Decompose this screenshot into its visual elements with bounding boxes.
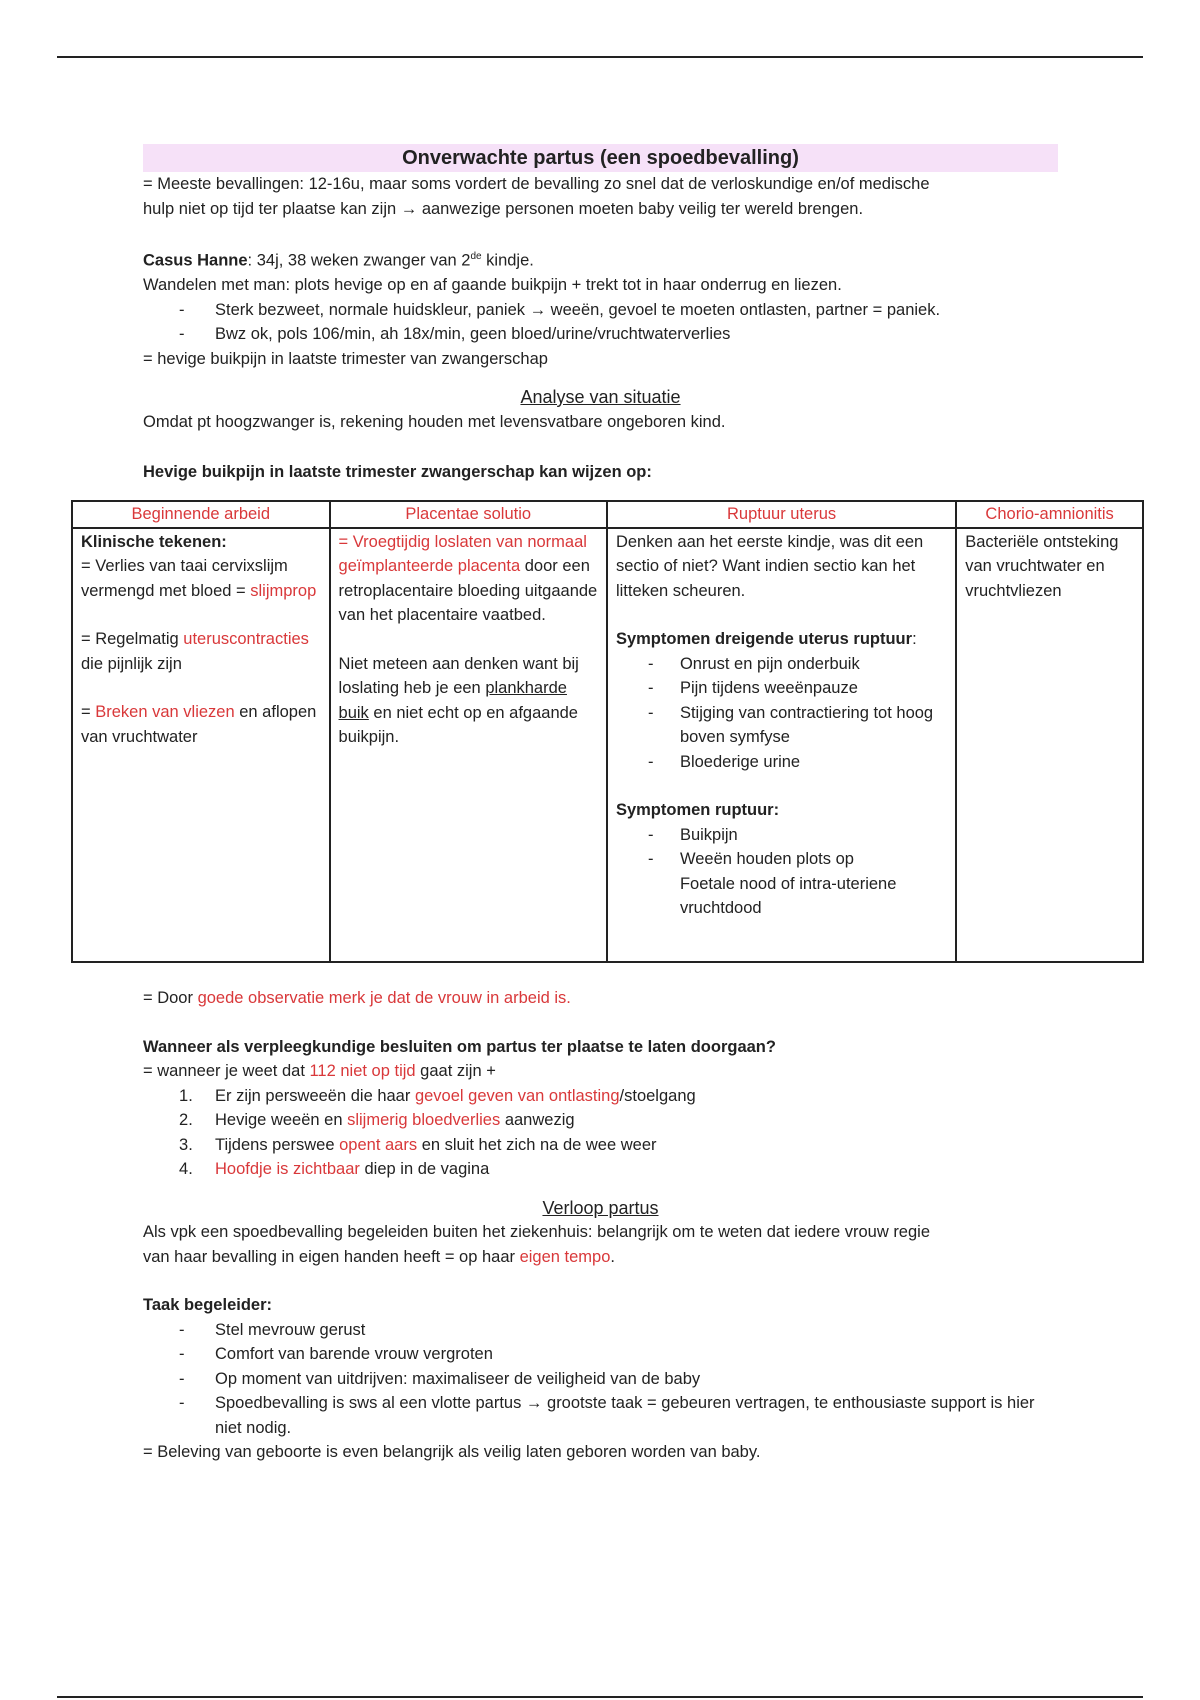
verloop-line-1: Als vpk een spoedbevalling begeleiden buiten het ziekenhuis: belangrijk om te weten dat iedere vrouw regie <box>143 1223 931 1241</box>
cell-paragraph <box>81 554 321 603</box>
page-body <box>143 144 1058 485</box>
table-header: Beginnende arbeid <box>72 501 330 528</box>
table-header: Ruptuur uterus <box>607 501 956 528</box>
table-row <box>72 528 1143 962</box>
intro-line-1: = Meeste bevallingen: 12-16u, maar soms vordert de bevalling zo snel dat de verloskundige en/of medische <box>143 175 930 193</box>
verloop-line-2 <box>143 1245 1058 1270</box>
cell-text-underlined: plankharde buik <box>338 679 567 722</box>
table-header: Chorio-amnionitis <box>956 501 1143 528</box>
cell-beginnende-arbeid <box>72 528 330 962</box>
cell-text: = <box>81 703 96 721</box>
casus-label: Casus Hanne <box>143 251 248 270</box>
cell-text-red: Breken van vliezen <box>95 703 235 721</box>
page-title: Onverwachte partus (een spoedbevalling) <box>143 144 1058 172</box>
list-item: - Comfort van barende vrouw vergroten <box>215 1342 1058 1367</box>
causes-table <box>71 500 1144 963</box>
intro-line-2: hulp niet op tijd ter plaatse kan zijn → aanwezige personen moeten baby veilig ter wereld brengen. <box>143 199 864 218</box>
list-item: - Weeën houden plots op <box>680 847 947 872</box>
wanneer-text: = wanneer je weet dat <box>143 1062 310 1080</box>
verloop-text-red: eigen tempo <box>519 1247 611 1266</box>
list-item: - Buikpijn <box>680 823 947 848</box>
cell-chorio-amnionitis <box>956 528 1143 962</box>
list-item: - Pijn tijdens weeënpauze <box>680 676 947 701</box>
observatie-text: = Door <box>143 989 198 1007</box>
casus-line <box>143 245 1058 273</box>
table-intro: Hevige buikpijn in laatste trimester zwangerschap kan wijzen op: <box>143 463 652 481</box>
cell-paragraph <box>81 700 321 749</box>
table-header: Placentae solutio <box>330 501 607 528</box>
wanneer-list <box>143 1084 1058 1182</box>
klinische-tekenen-heading: Klinische tekenen: <box>81 532 227 551</box>
analyse-text: Omdat pt hoogzwanger is, rekening houden met levensvatbare ongeboren kind. <box>143 412 726 431</box>
list-item: - Stel mevrouw gerust <box>215 1318 1058 1343</box>
cell-text: = Regelmatig <box>81 630 184 648</box>
casus-text: : 34j, 38 weken zwanger van 2 <box>247 251 471 270</box>
wanneer-line <box>143 1059 1058 1084</box>
ruptuur-heading: Symptomen ruptuur: <box>615 801 780 819</box>
cell-text: door een retroplacentaire bloeding uitgaande van het placentaire vaatbed. <box>338 557 598 624</box>
wanneer-text-red: 112 niet op tijd <box>309 1062 416 1080</box>
cell-text: en niet echt op en afgaande buikpijn. <box>338 703 578 746</box>
verloop-heading: Verloop partus <box>542 1197 659 1218</box>
cell-text: Niet meteen aan denken want bij loslating heb je een <box>338 654 579 697</box>
wanneer-heading: Wanneer als verpleegkundige besluiten om partus ter plaatse te laten doorgaan? <box>143 1037 776 1056</box>
list-item: - Bwz ok, pols 106/min, ah 18x/min, geen bloed/urine/vruchtwaterverlies <box>215 322 1058 347</box>
casus-summary: = hevige buikpijn in laatste trimester van zwangerschap <box>143 349 548 368</box>
analyse-heading: Analyse van situatie <box>520 387 681 407</box>
list-item: - Op moment van uitdrijven: maximaliseer de veiligheid van de baby <box>215 1367 1058 1392</box>
cell-paragraph <box>339 652 598 750</box>
verloop-text: van haar bevalling in eigen handen heeft = op haar <box>143 1247 520 1266</box>
list-item: - Sterk bezweet, normale huidskleur, paniek → weeën, gevoel te moeten ontlasten, partner = paniek. <box>215 298 1058 323</box>
cell-paragraph: Bacteriële ontsteking van vruchtwater en vruchtvliezen <box>965 532 1119 600</box>
taak-summary: = Beleving van geboorte is even belangrijk als veilig laten geboren worden van baby. <box>143 1443 761 1461</box>
cell-text: : <box>912 630 917 648</box>
wanneer-text: gaat zijn + <box>415 1062 496 1080</box>
cell-paragraph: Denken aan het eerste kindje, was dit een sectio of niet? Want indien sectio kan het litteken scheuren. <box>615 532 924 600</box>
cell-text: en aflopen van vruchtwater <box>81 703 317 746</box>
ruptuur-list <box>616 823 947 921</box>
list-item: - Stijging van contractiering tot hoog boven symfyse <box>680 701 947 750</box>
dreigende-ruptuur-list <box>616 652 947 775</box>
cell-paragraph <box>81 627 321 676</box>
casus-text-end: kindje. <box>481 251 534 270</box>
cell-text-red: = Vroegtijdig loslaten van normaal geïmplanteerde placenta <box>338 532 587 575</box>
cell-subheading: Symptomen dreigende uterus ruptuur <box>615 630 913 648</box>
cell-text: die pijnlijk zijn <box>81 654 182 673</box>
verloop-text: . <box>610 1247 616 1266</box>
list-item: Hevige weeën en slijmerig bloedverlies aanwezig <box>215 1111 575 1129</box>
casus-sup: de <box>470 251 482 262</box>
cell-text-red: slijmprop <box>250 581 317 600</box>
cell-placentae-solutio <box>330 528 607 962</box>
casus-line-2: Wandelen met man: plots hevige op en af gaande buikpijn + trekt tot in haar onderrug en liezen. <box>143 276 842 294</box>
list-item: Tijdens perswee opent aars en sluit het zich na de wee weer <box>215 1135 657 1154</box>
top-rule <box>57 56 1143 58</box>
cell-ruptuur-uterus <box>607 528 956 962</box>
cell-text-red: uteruscontracties <box>183 630 309 648</box>
list-item: Foetale nood of intra-uteriene vruchtdood <box>679 874 897 917</box>
casus-bullets <box>143 298 1058 347</box>
page-body-continued <box>143 986 1058 1465</box>
taak-list <box>143 1318 1058 1441</box>
taak-heading: Taak begeleider: <box>143 1296 272 1314</box>
list-item: - Spoedbevalling is sws al een vlotte partus → grootste taak = gebeuren vertragen, te enthousiaste support is hier niet nodig. <box>215 1391 1058 1440</box>
observatie-text-red: goede observatie merk je dat de vrouw in arbeid is. <box>197 989 571 1007</box>
list-item: - Onrust en pijn onderbuik <box>680 652 947 677</box>
cell-paragraph <box>339 530 598 628</box>
table-header-row <box>72 501 1143 528</box>
list-item: - Bloederige urine <box>680 750 947 775</box>
list-item: Er zijn persweeën die haar gevoel geven van ontlasting/stoelgang <box>215 1086 696 1105</box>
bottom-rule <box>57 1696 1143 1698</box>
observatie-line <box>143 986 1058 1011</box>
dreigende-ruptuur-heading <box>616 627 947 652</box>
list-item: Hoofdje is zichtbaar diep in de vagina <box>215 1160 490 1178</box>
cell-text: = Verlies van taai cervixslijm vermengd met bloed = <box>81 557 288 600</box>
